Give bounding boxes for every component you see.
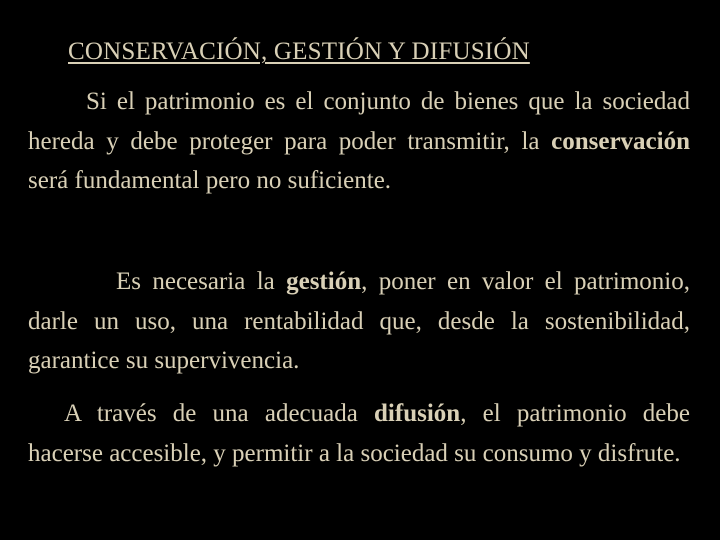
paragraph-text: A través de una adecuada bbox=[64, 400, 375, 427]
paragraph-difusion bbox=[28, 394, 690, 473]
paragraph-text: , el patrimonio debe hacerse accesible, y permitir a la sociedad su consumo y disfrute. bbox=[28, 400, 690, 467]
paragraph-text: Si el patrimonio es el conjunto de bienes que la sociedad hereda y debe proteger para poder transmitir, la bbox=[28, 88, 690, 155]
slide-title: CONSERVACIÓN, GESTIÓN Y DIFUSIÓN bbox=[68, 38, 530, 65]
paragraph-gestion bbox=[28, 262, 690, 381]
emphasis-difusion: difusión bbox=[374, 400, 461, 427]
paragraph-text: , poner en valor el patrimonio, darle un uso, una rentabilidad que, desde la sostenibilidad, garantice su supervivencia. bbox=[28, 268, 690, 374]
paragraph-conservacion bbox=[28, 82, 690, 201]
emphasis-conservacion: conservación bbox=[551, 127, 690, 155]
emphasis-gestion: gestión bbox=[286, 268, 362, 295]
paragraph-text: será fundamental pero no suficiente. bbox=[28, 167, 392, 194]
paragraph-text: Es necesaria la bbox=[116, 268, 287, 295]
